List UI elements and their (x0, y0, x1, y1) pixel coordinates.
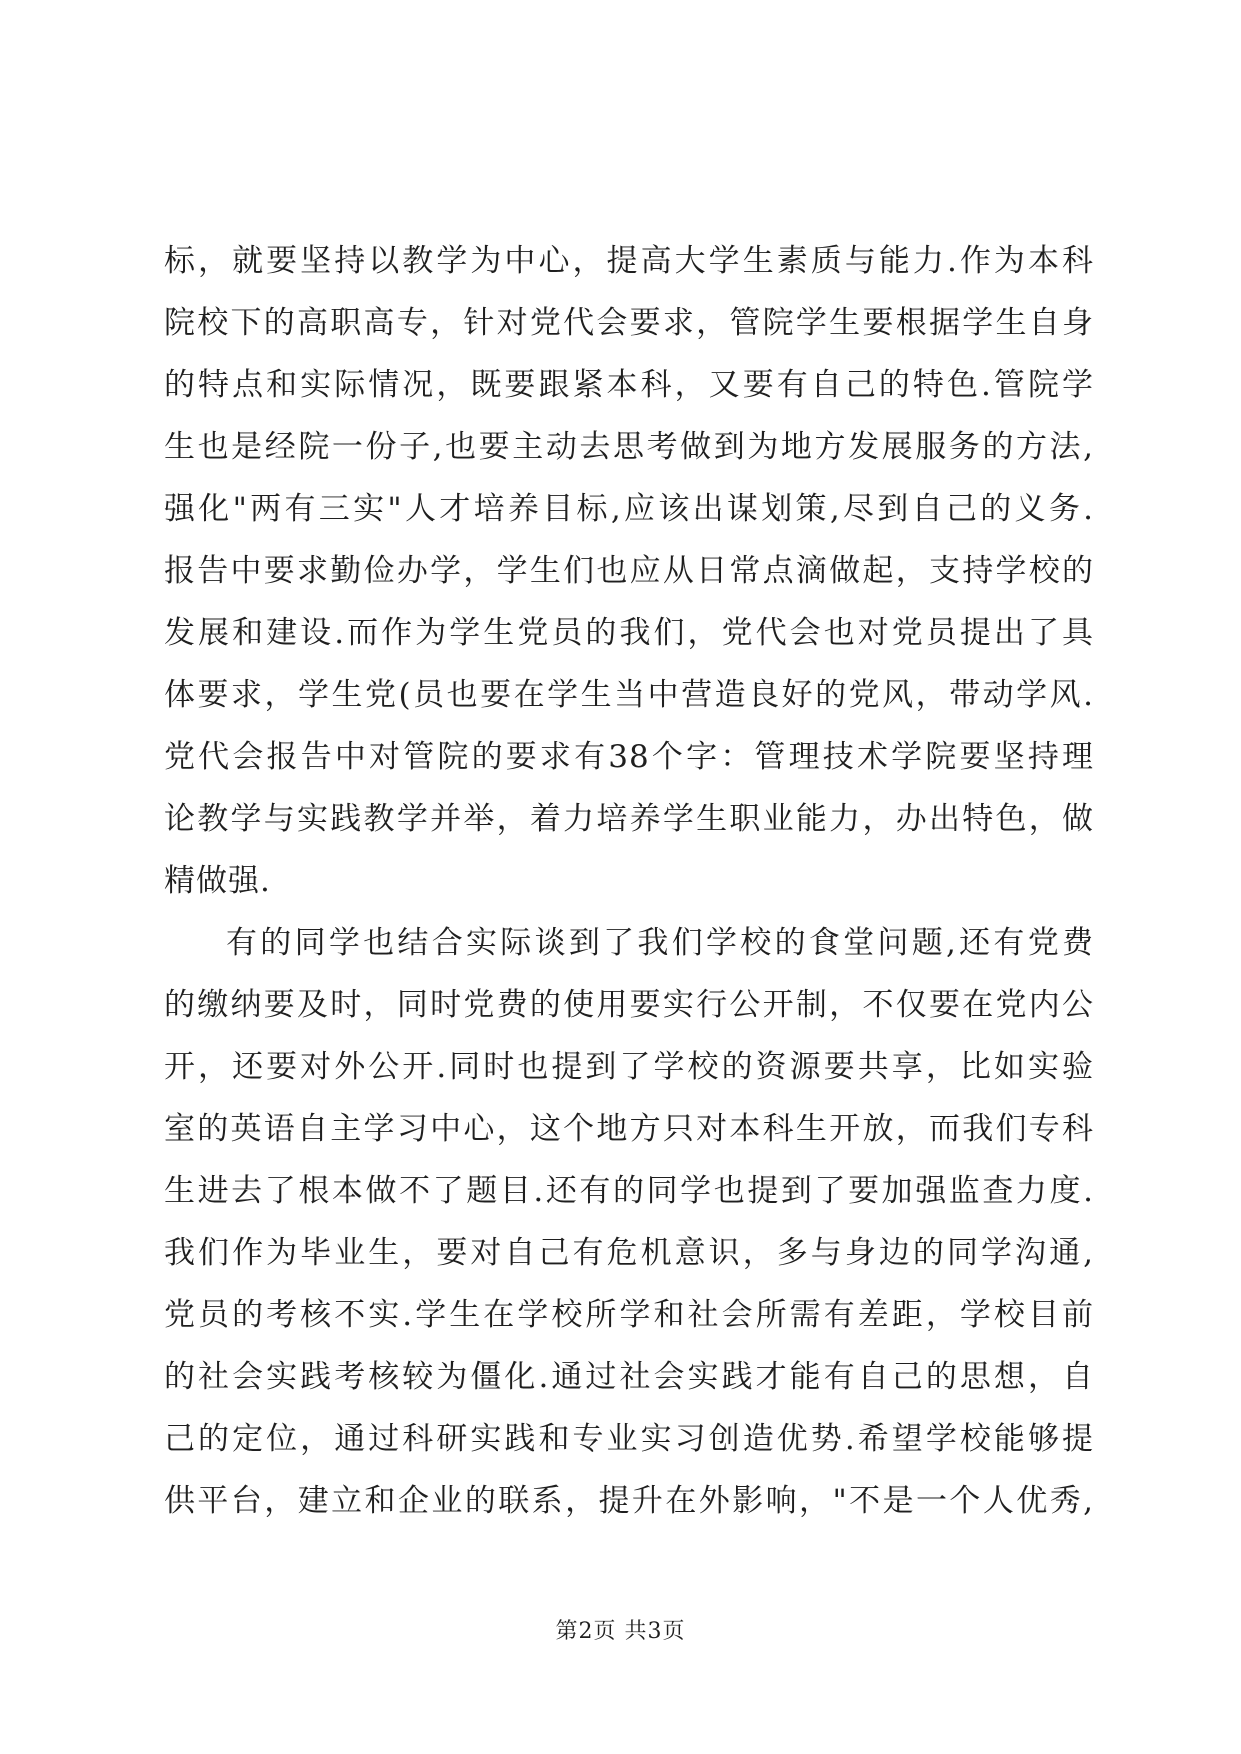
page-number: 第2页 共3页 (555, 1619, 686, 1644)
text-line: 己的定位，通过科研实践和专业实习创造优势.希望学校能够提 (164, 1421, 1094, 1457)
text-line: 的特点和实际情况，既要跟紧本科，又要有自己的特色.管院学 (164, 367, 1094, 403)
text-line: 开，还要对外公开.同时也提到了学校的资源要共享，比如实验 (164, 1049, 1094, 1085)
text-line: 生进去了根本做不了题目.还有的同学也提到了要加强监查力度. (164, 1173, 1094, 1209)
text-line: 体要求，学生党(员也要在学生当中营造良好的党风，带动学风. (164, 677, 1094, 713)
text-line: 标，就要坚持以教学为中心，提高大学生素质与能力.作为本科 (164, 243, 1094, 279)
text-line: 院校下的高职高专，针对党代会要求，管院学生要根据学生自身 (164, 305, 1094, 341)
text-line: 论教学与实践教学并举，着力培养学生职业能力，办出特色，做 (164, 801, 1094, 837)
text-line: 生也是经院一份子,也要主动去思考做到为地方发展服务的方法, (164, 429, 1094, 465)
text-line: 有的同学也结合实际谈到了我们学校的食堂问题,还有党费 (226, 925, 1094, 961)
text-line: 党员的考核不实.学生在学校所学和社会所需有差距，学校目前 (164, 1297, 1094, 1333)
text-line: 的社会实践考核较为僵化.通过社会实践才能有自己的思想，自 (164, 1359, 1094, 1395)
paragraph-2 (164, 912, 1094, 1532)
text-line: 强化"两有三实"人才培养目标,应该出谋划策,尽到自己的义务. (164, 491, 1094, 527)
text-line: 室的英语自主学习中心，这个地方只对本科生开放，而我们专科 (164, 1111, 1094, 1147)
text-line: 党代会报告中对管院的要求有38个字：管理技术学院要坚持理 (164, 739, 1094, 775)
text-line: 精做强. (164, 863, 271, 899)
body-text (164, 230, 1094, 1532)
text-line: 发展和建设.而作为学生党员的我们，党代会也对党员提出了具 (164, 615, 1094, 651)
text-line: 的缴纳要及时，同时党费的使用要实行公开制，不仅要在党内公 (164, 987, 1094, 1023)
page-footer (0, 1614, 1241, 1645)
paragraph-1 (164, 230, 1094, 912)
text-line: 供平台，建立和企业的联系，提升在外影响，"不是一个人优秀, (164, 1483, 1094, 1519)
text-line: 报告中要求勤俭办学，学生们也应从日常点滴做起，支持学校的 (164, 553, 1094, 589)
text-line: 我们作为毕业生，要对自己有危机意识，多与身边的同学沟通, (164, 1235, 1094, 1271)
